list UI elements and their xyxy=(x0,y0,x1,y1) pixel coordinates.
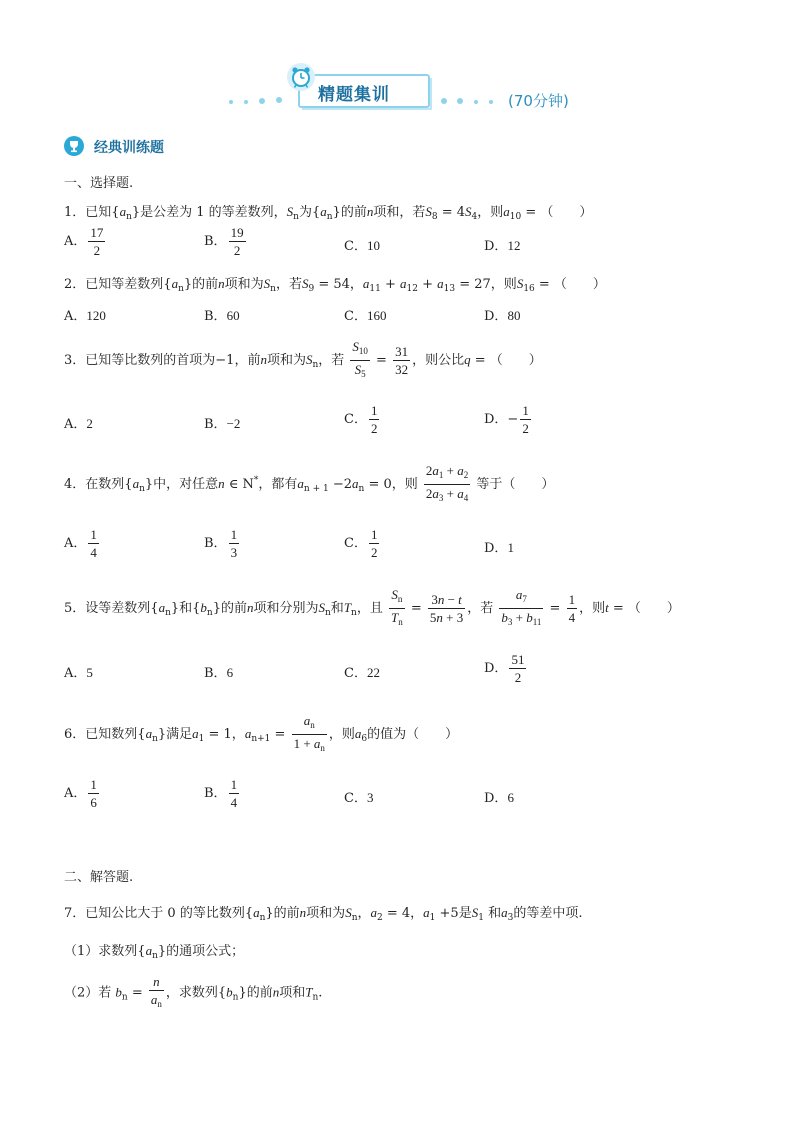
option-b: B． $\frac{19}{2}$ xyxy=(204,225,244,258)
question-6: 6．已知数列$\{a_n\}$满足$a_1 = 1$，$a_{n+1}$ = $\frac{a_n}{1 + a_n}$ ，则$a_6$的值为（ ） xyxy=(64,713,459,753)
decor-dot xyxy=(489,100,493,104)
option-a: A．2 xyxy=(64,416,93,432)
option-a: A． $\frac{17}{2}$ xyxy=(64,225,104,258)
option-a: A．120 xyxy=(64,308,106,324)
question-4: 4．在数列$\{a_n\}$中，对任意n ∈ N*，都有$a_{n + 1} -2a_n = 0$，则 $\frac{2a_1 + a_2}{2a_3 + a_4}$ 等于（ ） xyxy=(64,463,555,503)
option-c: C．10 xyxy=(344,238,380,254)
option-a: A．5 xyxy=(64,665,93,681)
decor-dot xyxy=(259,98,265,104)
question-1: 1．已知$\{a_n\}$是公差为 1 的等差数列，$S_n$为$\{a_n\}$的前n项和，若$S_8 = 4S_4$，则$a_{10}$ = （ ） xyxy=(64,204,593,222)
decor-dot xyxy=(457,98,463,104)
question-7-part-1: （1）求数列$\{a_n\}$的通项公式； xyxy=(64,943,245,961)
option-c: C． $\frac{1}{2}$ xyxy=(344,527,378,560)
decor-dot xyxy=(441,98,447,104)
page-title: 精题集训 xyxy=(318,85,390,105)
option-d: D．12 xyxy=(484,238,521,254)
part-heading: 一、选择题. xyxy=(64,176,134,191)
duration-label: (70分钟) xyxy=(508,92,569,110)
option-a: A． $\frac{1}{4}$ xyxy=(64,527,97,560)
question-3: 3．已知等比数列的首项为−1，前n项和为$S_n$，若 $\frac{S_{10}}{S_5}$ = $\frac{31}{32}$ ，则公比q = （ ） xyxy=(64,339,542,379)
option-d: D．1 xyxy=(484,540,514,556)
trophy-icon xyxy=(64,136,84,156)
alarm-clock-icon xyxy=(286,62,316,92)
option-d: D．− $\frac{1}{2}$ xyxy=(484,403,529,436)
question-5: 5．设等差数列$\{a_n\}$和$\{b_n\}$的前n项和分别为$S_n$和$T_n$，且 $\frac{S_n}{T_n}$ = $\frac{3n - t}{5n + 3}$ ，若 $\frac{a_7}{b_3 + b_{11}}$ = $\frac{1}{4}$ ，则t = （ ） xyxy=(64,587,680,627)
question-7-part-2: （2）若 $b_n$ = $\frac{n}{a_n}$ ，求数列$\{b_n\}$的前n项和$T_n$. xyxy=(64,974,323,1009)
option-b: B．−2 xyxy=(204,416,241,432)
option-c: C．3 xyxy=(344,790,374,806)
decor-dot xyxy=(244,100,248,104)
option-c: C． $\frac{1}{2}$ xyxy=(344,403,378,436)
decor-dot xyxy=(229,100,233,104)
option-d: D． $\frac{51}{2}$ xyxy=(484,652,525,685)
section-title: 经典训练题 xyxy=(94,140,164,156)
decor-dot xyxy=(276,97,282,103)
option-c: C．22 xyxy=(344,665,380,681)
option-d: D．6 xyxy=(484,790,514,806)
option-c: C．160 xyxy=(344,308,387,324)
option-b: B．6 xyxy=(204,665,234,681)
option-a: A． $\frac{1}{6}$ xyxy=(64,777,97,810)
part-heading: 二、解答题. xyxy=(64,870,134,885)
question-2: 2．已知等差数列$\{a_n\}$的前n项和为$S_n$，若$S_9 = 54$，$a_{11} + a_{12} + a_{13} = 27$，则$S_{16}$ = （ ） xyxy=(64,276,606,294)
option-b: B．60 xyxy=(204,308,240,324)
question-7: 7．已知公比大于 0 的等比数列$\{a_n\}$的前n项和为$S_n$，$a_2 = 4$，$a_1 +5$是$S_1$ 和$a_3$的等差中项. xyxy=(64,905,583,923)
option-b: B． $\frac{1}{4}$ xyxy=(204,777,238,810)
option-d: D．80 xyxy=(484,308,521,324)
option-b: B． $\frac{1}{3}$ xyxy=(204,527,238,560)
decor-dot xyxy=(474,100,478,104)
